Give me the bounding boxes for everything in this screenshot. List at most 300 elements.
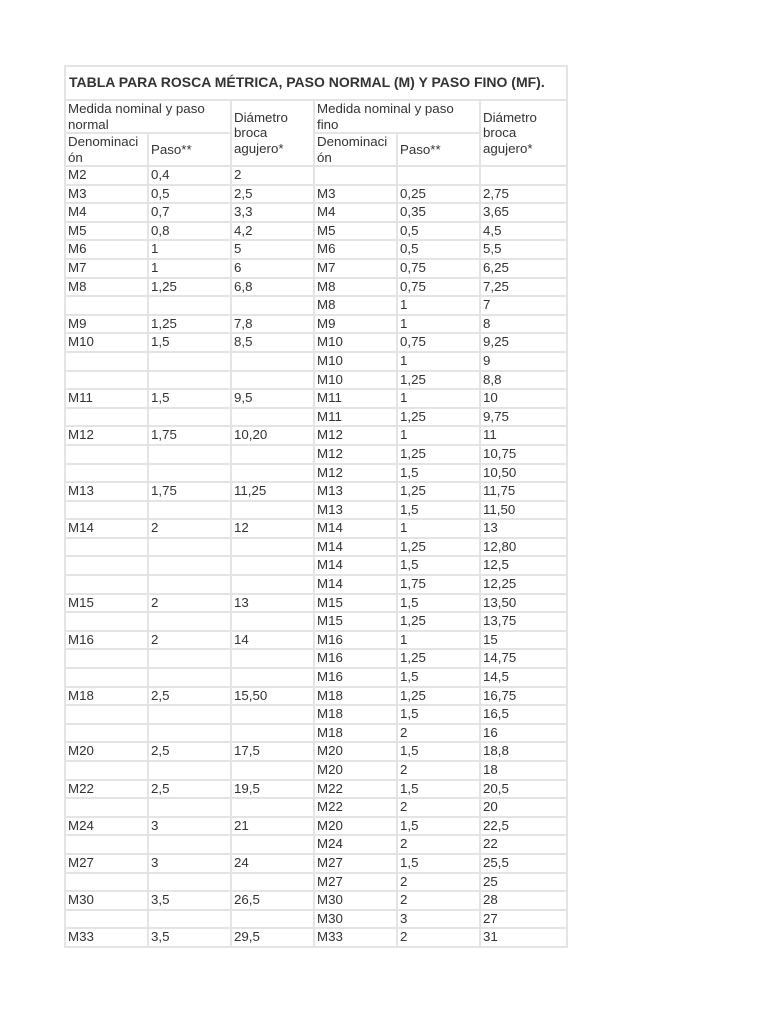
fine-paso-cell: 2: [398, 929, 479, 946]
fine-paso-cell: 1,5: [398, 818, 479, 835]
normal-diameter-cell: [232, 911, 313, 928]
fine-paso-cell: 1: [398, 427, 479, 444]
normal-paso-header: Paso**: [149, 134, 230, 165]
normal-denominacion-cell: M20: [66, 743, 147, 760]
table-row: [66, 372, 566, 389]
fine-denominacion-cell: M18: [315, 688, 396, 705]
fine-denominacion-cell: M20: [315, 743, 396, 760]
fine-paso-cell: 1,5: [398, 465, 479, 482]
table-row: [66, 390, 566, 407]
normal-denominacion-cell: [66, 799, 147, 816]
fine-paso-cell: 1,5: [398, 669, 479, 686]
normal-denominacion-cell: M24: [66, 818, 147, 835]
normal-diameter-cell: 12: [232, 520, 313, 537]
fine-denominacion-cell: M16: [315, 650, 396, 667]
normal-denominacion-cell: M33: [66, 929, 147, 946]
fine-denominacion-cell: M30: [315, 892, 396, 909]
normal-paso-cell: [149, 539, 230, 556]
fine-paso-cell: 1,25: [398, 483, 479, 500]
fine-denominacion-cell: [315, 167, 396, 184]
normal-diameter-cell: [232, 836, 313, 853]
normal-paso-cell: 2,5: [149, 688, 230, 705]
fine-paso-cell: 1,25: [398, 372, 479, 389]
normal-diameter-cell: [232, 372, 313, 389]
fine-paso-cell: 1,5: [398, 706, 479, 723]
fine-paso-cell: 1: [398, 390, 479, 407]
fine-diameter-cell: 6,25: [481, 260, 566, 277]
title-row: [66, 67, 566, 99]
normal-paso-cell: 1,25: [149, 316, 230, 333]
fine-denominacion-header: Denominación: [315, 134, 396, 165]
normal-paso-cell: 2,5: [149, 781, 230, 798]
fine-denominacion-cell: M30: [315, 911, 396, 928]
normal-paso-cell: [149, 576, 230, 593]
normal-diameter-cell: 7,8: [232, 316, 313, 333]
normal-diameter-cell: 6,8: [232, 279, 313, 296]
fine-paso-cell: 1,75: [398, 576, 479, 593]
fine-paso-cell: 1,25: [398, 688, 479, 705]
fine-denominacion-cell: M33: [315, 929, 396, 946]
normal-denominacion-cell: [66, 502, 147, 519]
normal-paso-cell: [149, 669, 230, 686]
fine-denominacion-cell: M10: [315, 372, 396, 389]
fine-paso-cell: 1: [398, 520, 479, 537]
table-row: [66, 204, 566, 221]
normal-diameter-cell: 6: [232, 260, 313, 277]
normal-diameter-cell: [232, 446, 313, 463]
normal-paso-cell: 3,5: [149, 892, 230, 909]
normal-paso-cell: [149, 725, 230, 742]
table-row: [66, 557, 566, 574]
normal-diameter-header: Diámetro broca agujero*: [232, 101, 313, 165]
fine-paso-cell: 1,5: [398, 502, 479, 519]
fine-diameter-cell: 15: [481, 632, 566, 649]
fine-denominacion-cell: M13: [315, 502, 396, 519]
normal-paso-cell: [149, 650, 230, 667]
normal-diameter-cell: [232, 297, 313, 314]
table-row: [66, 167, 566, 184]
normal-paso-cell: 3: [149, 818, 230, 835]
normal-diameter-cell: 4,2: [232, 223, 313, 240]
fine-denominacion-cell: M27: [315, 855, 396, 872]
fine-diameter-cell: 10: [481, 390, 566, 407]
normal-paso-cell: 3,5: [149, 929, 230, 946]
fine-diameter-header: Diámetro broca agujero*: [481, 101, 566, 165]
fine-diameter-cell: 20: [481, 799, 566, 816]
normal-diameter-cell: 8,5: [232, 334, 313, 351]
normal-diameter-cell: 13: [232, 595, 313, 612]
fine-diameter-cell: 10,75: [481, 446, 566, 463]
normal-denominacion-cell: M13: [66, 483, 147, 500]
normal-diameter-cell: 10,20: [232, 427, 313, 444]
fine-paso-cell: 2: [398, 799, 479, 816]
table-row: [66, 223, 566, 240]
normal-paso-cell: 2: [149, 632, 230, 649]
fine-denominacion-cell: M22: [315, 781, 396, 798]
normal-diameter-cell: [232, 576, 313, 593]
normal-diameter-cell: 14: [232, 632, 313, 649]
normal-denominacion-cell: M15: [66, 595, 147, 612]
normal-diameter-cell: [232, 725, 313, 742]
normal-denominacion-cell: M2: [66, 167, 147, 184]
fine-paso-cell: 0,5: [398, 223, 479, 240]
table-row: [66, 483, 566, 500]
fine-denominacion-cell: M11: [315, 409, 396, 426]
table-row: [66, 446, 566, 463]
table-row: [66, 297, 566, 314]
fine-denominacion-cell: M4: [315, 204, 396, 221]
normal-denominacion-cell: [66, 297, 147, 314]
normal-denominacion-cell: M4: [66, 204, 147, 221]
fine-paso-cell: 1,25: [398, 539, 479, 556]
normal-denominacion-cell: [66, 446, 147, 463]
table-row: [66, 241, 566, 258]
normal-denominacion-cell: [66, 650, 147, 667]
normal-denominacion-cell: [66, 409, 147, 426]
table-row: [66, 743, 566, 760]
fine-denominacion-cell: M3: [315, 186, 396, 203]
table-title: TABLA PARA ROSCA MÉTRICA, PASO NORMAL (M) Y PASO FINO (MF).: [66, 67, 566, 99]
table-row: [66, 316, 566, 333]
normal-denominacion-cell: [66, 353, 147, 370]
fine-denominacion-cell: M12: [315, 465, 396, 482]
normal-paso-cell: [149, 911, 230, 928]
normal-diameter-cell: 24: [232, 855, 313, 872]
fine-diameter-cell: 9: [481, 353, 566, 370]
fine-diameter-cell: 13: [481, 520, 566, 537]
table-row: [66, 520, 566, 537]
normal-paso-cell: [149, 706, 230, 723]
table-row: [66, 427, 566, 444]
table-row: [66, 279, 566, 296]
table-row: [66, 595, 566, 612]
fine-diameter-cell: 5,5: [481, 241, 566, 258]
fine-paso-cell: 1,25: [398, 613, 479, 630]
normal-denominacion-cell: [66, 539, 147, 556]
normal-denominacion-cell: M6: [66, 241, 147, 258]
table-row: [66, 725, 566, 742]
fine-group-header: Medida nominal y paso fino: [315, 101, 479, 132]
fine-diameter-cell: 14,5: [481, 669, 566, 686]
normal-paso-cell: [149, 799, 230, 816]
fine-diameter-cell: [481, 167, 566, 184]
table-row: [66, 613, 566, 630]
normal-diameter-cell: 21: [232, 818, 313, 835]
fine-denominacion-cell: M5: [315, 223, 396, 240]
normal-group-header: Medida nominal y paso normal: [66, 101, 230, 132]
normal-denominacion-cell: M3: [66, 186, 147, 203]
fine-diameter-cell: 28: [481, 892, 566, 909]
table-row: [66, 334, 566, 351]
normal-paso-cell: [149, 446, 230, 463]
normal-diameter-cell: [232, 502, 313, 519]
fine-denominacion-cell: M6: [315, 241, 396, 258]
normal-diameter-cell: 19,5: [232, 781, 313, 798]
normal-denominacion-cell: [66, 762, 147, 779]
normal-denominacion-cell: [66, 911, 147, 928]
normal-paso-cell: [149, 409, 230, 426]
normal-denominacion-cell: M16: [66, 632, 147, 649]
fine-denominacion-cell: M11: [315, 390, 396, 407]
fine-diameter-cell: 11,75: [481, 483, 566, 500]
fine-diameter-cell: 16,75: [481, 688, 566, 705]
fine-denominacion-cell: M16: [315, 632, 396, 649]
normal-diameter-cell: 11,25: [232, 483, 313, 500]
fine-denominacion-cell: M14: [315, 576, 396, 593]
fine-diameter-cell: 11,50: [481, 502, 566, 519]
normal-paso-cell: [149, 502, 230, 519]
normal-paso-cell: [149, 762, 230, 779]
normal-denominacion-cell: M9: [66, 316, 147, 333]
fine-diameter-cell: 27: [481, 911, 566, 928]
normal-denominacion-cell: M22: [66, 781, 147, 798]
fine-diameter-cell: 22,5: [481, 818, 566, 835]
fine-diameter-cell: 12,80: [481, 539, 566, 556]
fine-paso-cell: 1,5: [398, 557, 479, 574]
table-row: [66, 650, 566, 667]
fine-denominacion-cell: M9: [315, 316, 396, 333]
fine-paso-cell: 1,5: [398, 855, 479, 872]
normal-paso-cell: 3: [149, 855, 230, 872]
fine-diameter-cell: 18: [481, 762, 566, 779]
fine-paso-cell: 1,25: [398, 446, 479, 463]
fine-denominacion-cell: M14: [315, 520, 396, 537]
normal-paso-cell: 1,5: [149, 334, 230, 351]
fine-denominacion-cell: M7: [315, 260, 396, 277]
normal-denominacion-cell: [66, 557, 147, 574]
normal-diameter-cell: 15,50: [232, 688, 313, 705]
fine-diameter-cell: 14,75: [481, 650, 566, 667]
normal-diameter-cell: [232, 799, 313, 816]
fine-paso-cell: 2: [398, 725, 479, 742]
normal-diameter-cell: [232, 465, 313, 482]
fine-denominacion-cell: M12: [315, 446, 396, 463]
table-row: [66, 781, 566, 798]
normal-denominacion-cell: [66, 836, 147, 853]
fine-paso-cell: 0,35: [398, 204, 479, 221]
table-row: [66, 260, 566, 277]
fine-diameter-cell: 11: [481, 427, 566, 444]
normal-denominacion-cell: [66, 576, 147, 593]
normal-diameter-cell: [232, 557, 313, 574]
normal-diameter-cell: [232, 409, 313, 426]
normal-diameter-cell: 2: [232, 167, 313, 184]
fine-paso-cell: [398, 167, 479, 184]
fine-denominacion-cell: M12: [315, 427, 396, 444]
fine-denominacion-cell: M14: [315, 539, 396, 556]
table-row: [66, 502, 566, 519]
table-row: [66, 688, 566, 705]
normal-diameter-cell: [232, 650, 313, 667]
table-row: [66, 465, 566, 482]
normal-paso-cell: [149, 372, 230, 389]
fine-diameter-cell: 25: [481, 874, 566, 891]
normal-paso-cell: 2: [149, 595, 230, 612]
normal-paso-cell: [149, 297, 230, 314]
fine-denominacion-cell: M18: [315, 725, 396, 742]
normal-diameter-cell: 26,5: [232, 892, 313, 909]
fine-diameter-cell: 8,8: [481, 372, 566, 389]
fine-diameter-cell: 8: [481, 316, 566, 333]
normal-denominacion-cell: [66, 613, 147, 630]
table-row: [66, 576, 566, 593]
normal-paso-cell: [149, 836, 230, 853]
normal-denominacion-cell: M27: [66, 855, 147, 872]
fine-diameter-cell: 25,5: [481, 855, 566, 872]
table-row: [66, 911, 566, 928]
fine-paso-cell: 2: [398, 874, 479, 891]
table-row: [66, 799, 566, 816]
fine-diameter-cell: 7,25: [481, 279, 566, 296]
normal-diameter-cell: [232, 613, 313, 630]
fine-paso-cell: 2: [398, 892, 479, 909]
normal-diameter-cell: 9,5: [232, 390, 313, 407]
fine-diameter-cell: 22: [481, 836, 566, 853]
normal-denominacion-cell: M30: [66, 892, 147, 909]
fine-denominacion-cell: M14: [315, 557, 396, 574]
table-row: [66, 669, 566, 686]
fine-paso-cell: 0,75: [398, 334, 479, 351]
normal-denominacion-cell: M18: [66, 688, 147, 705]
normal-paso-cell: 0,4: [149, 167, 230, 184]
fine-paso-cell: 1: [398, 632, 479, 649]
normal-denominacion-cell: [66, 706, 147, 723]
normal-diameter-cell: 17,5: [232, 743, 313, 760]
fine-denominacion-cell: M27: [315, 874, 396, 891]
normal-paso-cell: [149, 353, 230, 370]
fine-paso-cell: 0,75: [398, 279, 479, 296]
fine-diameter-cell: 31: [481, 929, 566, 946]
fine-denominacion-cell: M24: [315, 836, 396, 853]
normal-diameter-cell: [232, 669, 313, 686]
normal-paso-cell: [149, 465, 230, 482]
normal-denominacion-header: Denominación: [66, 134, 147, 165]
normal-denominacion-cell: M12: [66, 427, 147, 444]
fine-paso-cell: 1,5: [398, 595, 479, 612]
normal-diameter-cell: [232, 706, 313, 723]
table-row: [66, 818, 566, 835]
fine-paso-cell: 1,25: [398, 650, 479, 667]
table-row: [66, 892, 566, 909]
normal-denominacion-cell: M14: [66, 520, 147, 537]
fine-diameter-cell: 13,75: [481, 613, 566, 630]
thread-table: [64, 65, 568, 948]
fine-diameter-cell: 12,25: [481, 576, 566, 593]
normal-diameter-cell: 2,5: [232, 186, 313, 203]
fine-diameter-cell: 16: [481, 725, 566, 742]
normal-diameter-cell: [232, 539, 313, 556]
fine-paso-header: Paso**: [398, 134, 479, 165]
fine-denominacion-cell: M18: [315, 706, 396, 723]
table-row: [66, 874, 566, 891]
fine-paso-cell: 1: [398, 316, 479, 333]
normal-diameter-cell: [232, 762, 313, 779]
table-row: [66, 929, 566, 946]
fine-diameter-cell: 7: [481, 297, 566, 314]
document-sheet: [64, 65, 566, 949]
fine-denominacion-cell: M20: [315, 762, 396, 779]
normal-paso-cell: 1,75: [149, 483, 230, 500]
fine-denominacion-cell: M16: [315, 669, 396, 686]
fine-diameter-cell: 9,75: [481, 409, 566, 426]
fine-diameter-cell: 4,5: [481, 223, 566, 240]
table-row: [66, 186, 566, 203]
normal-paso-cell: 1: [149, 241, 230, 258]
fine-diameter-cell: 3,65: [481, 204, 566, 221]
normal-denominacion-cell: [66, 372, 147, 389]
normal-paso-cell: 1,5: [149, 390, 230, 407]
normal-paso-cell: 1,75: [149, 427, 230, 444]
table-row: [66, 632, 566, 649]
fine-paso-cell: 0,5: [398, 241, 479, 258]
fine-paso-cell: 2: [398, 762, 479, 779]
normal-diameter-cell: 5: [232, 241, 313, 258]
table-body: [66, 167, 566, 946]
normal-paso-cell: 0,5: [149, 186, 230, 203]
table-row: [66, 409, 566, 426]
normal-denominacion-cell: M7: [66, 260, 147, 277]
normal-paso-cell: 0,8: [149, 223, 230, 240]
normal-paso-cell: 2: [149, 520, 230, 537]
fine-diameter-cell: 10,50: [481, 465, 566, 482]
fine-denominacion-cell: M20: [315, 818, 396, 835]
fine-diameter-cell: 12,5: [481, 557, 566, 574]
fine-paso-cell: 1: [398, 297, 479, 314]
fine-denominacion-cell: M22: [315, 799, 396, 816]
normal-diameter-cell: [232, 353, 313, 370]
normal-paso-cell: 2,5: [149, 743, 230, 760]
table-row: [66, 353, 566, 370]
table-row: [66, 855, 566, 872]
normal-denominacion-cell: M8: [66, 279, 147, 296]
fine-denominacion-cell: M8: [315, 279, 396, 296]
fine-paso-cell: 1: [398, 353, 479, 370]
normal-paso-cell: 1,25: [149, 279, 230, 296]
fine-diameter-cell: 13,50: [481, 595, 566, 612]
fine-paso-cell: 1,5: [398, 781, 479, 798]
table-row: [66, 706, 566, 723]
fine-paso-cell: 1,25: [398, 409, 479, 426]
fine-diameter-cell: 16,5: [481, 706, 566, 723]
normal-denominacion-cell: [66, 669, 147, 686]
fine-denominacion-cell: M15: [315, 595, 396, 612]
fine-denominacion-cell: M10: [315, 334, 396, 351]
normal-diameter-cell: [232, 874, 313, 891]
fine-diameter-cell: 9,25: [481, 334, 566, 351]
fine-denominacion-cell: M13: [315, 483, 396, 500]
fine-paso-cell: 2: [398, 836, 479, 853]
fine-diameter-cell: 18,8: [481, 743, 566, 760]
fine-paso-cell: 0,75: [398, 260, 479, 277]
table-row: [66, 539, 566, 556]
normal-paso-cell: 1: [149, 260, 230, 277]
fine-paso-cell: 3: [398, 911, 479, 928]
fine-denominacion-cell: M8: [315, 297, 396, 314]
table-row: [66, 836, 566, 853]
group-header-row: [66, 101, 566, 132]
normal-denominacion-cell: M5: [66, 223, 147, 240]
fine-diameter-cell: 2,75: [481, 186, 566, 203]
normal-paso-cell: 0,7: [149, 204, 230, 221]
normal-denominacion-cell: [66, 465, 147, 482]
normal-paso-cell: [149, 874, 230, 891]
normal-denominacion-cell: [66, 725, 147, 742]
normal-denominacion-cell: M10: [66, 334, 147, 351]
normal-diameter-cell: 3,3: [232, 204, 313, 221]
table-row: [66, 762, 566, 779]
fine-denominacion-cell: M15: [315, 613, 396, 630]
fine-denominacion-cell: M10: [315, 353, 396, 370]
